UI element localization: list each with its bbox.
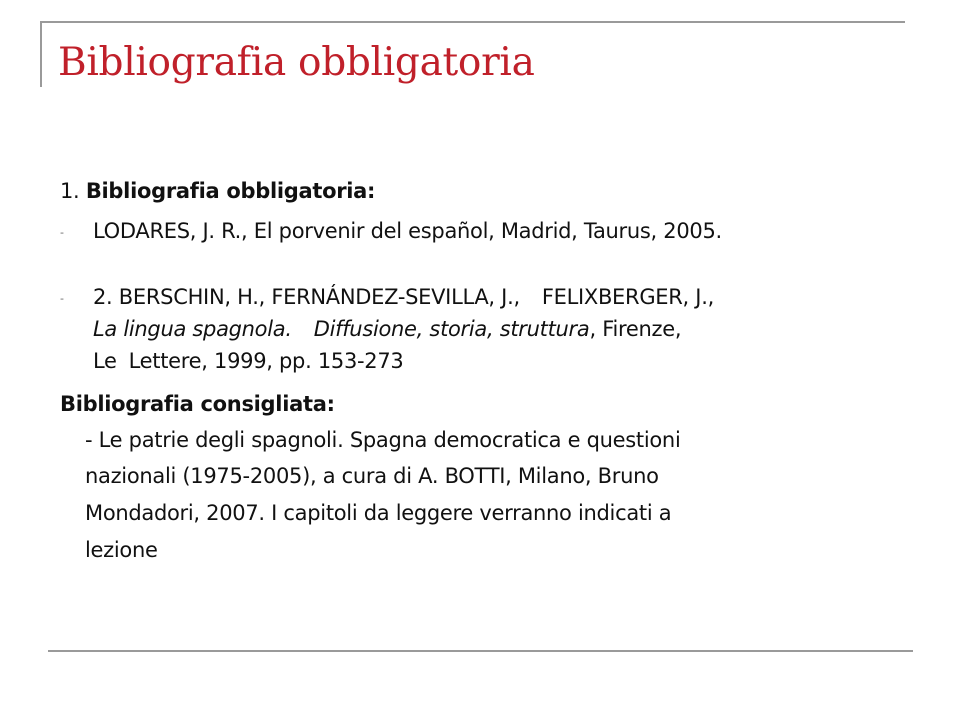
- bullet-dash: -: [60, 226, 64, 239]
- top-rule: [40, 21, 905, 23]
- section-heading-obbligatoria: [60, 178, 375, 204]
- section-heading-text: Bibliografia obbligatoria:: [85, 179, 376, 203]
- bibliography-entry-berschin-line-3: [93, 348, 404, 374]
- left-rule: [40, 21, 42, 87]
- slide-title: Bibliografia obbligatoria: [58, 40, 535, 85]
- recommended-entry-line-2: nazionali (1975-2005), a cura di A. BOTTI, Milano, Bruno: [85, 464, 659, 488]
- book-title-part-1: La lingua spagnola.: [93, 317, 292, 341]
- recommended-entry-line-4: lezione: [85, 538, 158, 562]
- bibliography-entry-lodares: LODARES, J. R., El porvenir del español, Madrid, Taurus, 2005.: [93, 219, 722, 243]
- publisher-part-2: Lettere, 1999, pp. 153-273: [128, 349, 404, 373]
- bibliography-entry-berschin-line-2: [93, 316, 681, 342]
- book-title-part-2: Diffusione, storia, struttura: [313, 317, 590, 341]
- bottom-rule: [48, 650, 913, 652]
- authors-part-1: 2. BERSCHIN, H., FERNÁNDEZ-SEVILLA, J.,: [93, 285, 520, 309]
- section-heading-consigliata: Bibliografia consigliata:: [60, 392, 335, 416]
- recommended-entry-line-3: Mondadori, 2007. I capitoli da leggere verranno indicati a: [85, 501, 672, 525]
- bibliography-entry-berschin-line-1: [93, 284, 714, 310]
- authors-part-2: FELIXBERGER, J.,: [541, 285, 714, 309]
- publisher-part-1: Le: [93, 349, 117, 373]
- recommended-entry-line-1: - Le patrie degli spagnoli. Spagna democratica e questioni: [85, 428, 681, 452]
- publication-place: , Firenze,: [589, 317, 682, 341]
- bullet-dash: -: [60, 292, 64, 305]
- section-number: 1.: [60, 179, 80, 203]
